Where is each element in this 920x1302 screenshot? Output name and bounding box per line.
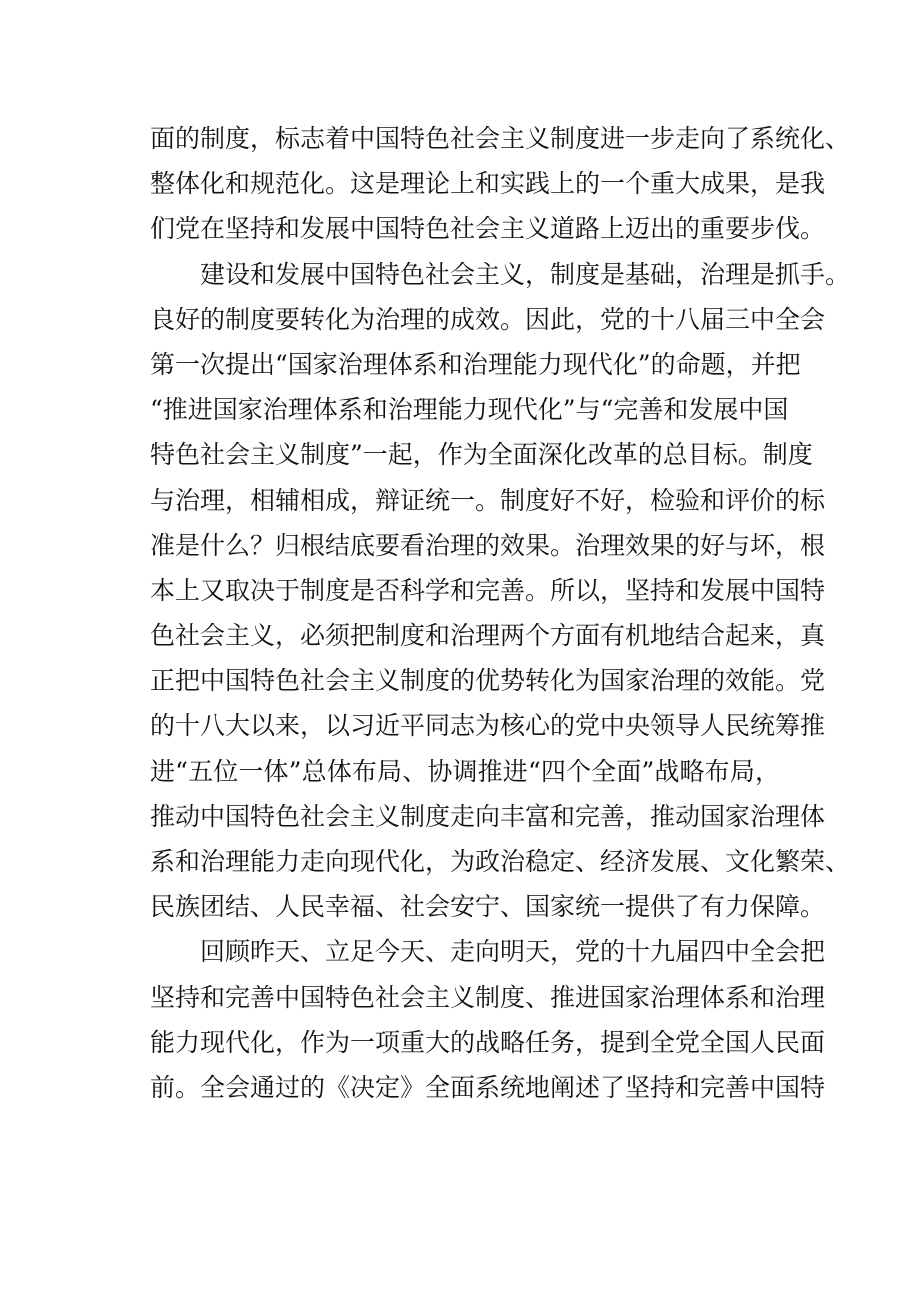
text-line: 推动中国特色社会主义制度走向丰富和完善，推动国家治理体 bbox=[150, 801, 826, 831]
text-line: “推进国家治理体系和治理能力现代化”与“完善和发展中国 bbox=[150, 395, 789, 425]
text-line: 进“五位一体”总体布局、协调推进“四个全面”战略布局， bbox=[150, 756, 780, 786]
text-line: 本上又取决于制度是否科学和完善。所以，坚持和发展中国特 bbox=[150, 575, 826, 605]
text-line: 正把中国特色社会主义制度的优势转化为国家治理的效能。党 bbox=[150, 666, 826, 696]
text-line: 的十八大以来，以习近平同志为核心的党中央领导人民统筹推 bbox=[150, 711, 826, 741]
text-line: 与治理，相辅相成，辩证统一。制度好不好，检验和评价的标 bbox=[150, 485, 826, 515]
text-line: 前。全会通过的《决定》全面系统地阐述了坚持和完善中国特 bbox=[150, 1072, 826, 1102]
text-line: 民族团结、人民幸福、社会安宁、国家统一提供了有力保障。 bbox=[150, 892, 826, 922]
body-text bbox=[150, 116, 851, 1110]
text-line: 们党在坚持和发展中国特色社会主义道路上迈出的重要步伐。 bbox=[150, 214, 826, 244]
text-line: 坚持和完善中国特色社会主义制度、推进国家治理体系和治理 bbox=[150, 982, 826, 1012]
text-line: 能力现代化，作为一项重大的战略任务，提到全党全国人民面 bbox=[150, 1027, 826, 1057]
text-line: 特色社会主义制度”一起，作为全面深化改革的总目标。制度 bbox=[150, 440, 813, 470]
text-line: 面的制度，标志着中国特色社会主义制度进一步走向了系统化、 bbox=[150, 124, 851, 153]
text-line: 建设和发展中国特色社会主义，制度是基础，治理是抓手。 bbox=[200, 259, 851, 289]
text-line: 回顾昨天、立足今天、走向明天，党的十九届四中全会把 bbox=[200, 937, 826, 967]
text-line: 良好的制度要转化为治理的成效。因此，党的十八届三中全会 bbox=[150, 304, 826, 334]
text-line: 色社会主义，必须把制度和治理两个方面有机地结合起来，真 bbox=[150, 621, 826, 651]
text-line: 第一次提出“国家治理体系和治理能力现代化”的命题，并把 bbox=[150, 349, 801, 379]
text-line: 准是什么？归根结底要看治理的效果。治理效果的好与坏，根 bbox=[150, 530, 826, 560]
text-line: 整体化和规范化。这是理论上和实践上的一个重大成果，是我 bbox=[150, 169, 826, 199]
text-line: 系和治理能力走向现代化，为政治稳定、经济发展、文化繁荣、 bbox=[150, 847, 851, 876]
